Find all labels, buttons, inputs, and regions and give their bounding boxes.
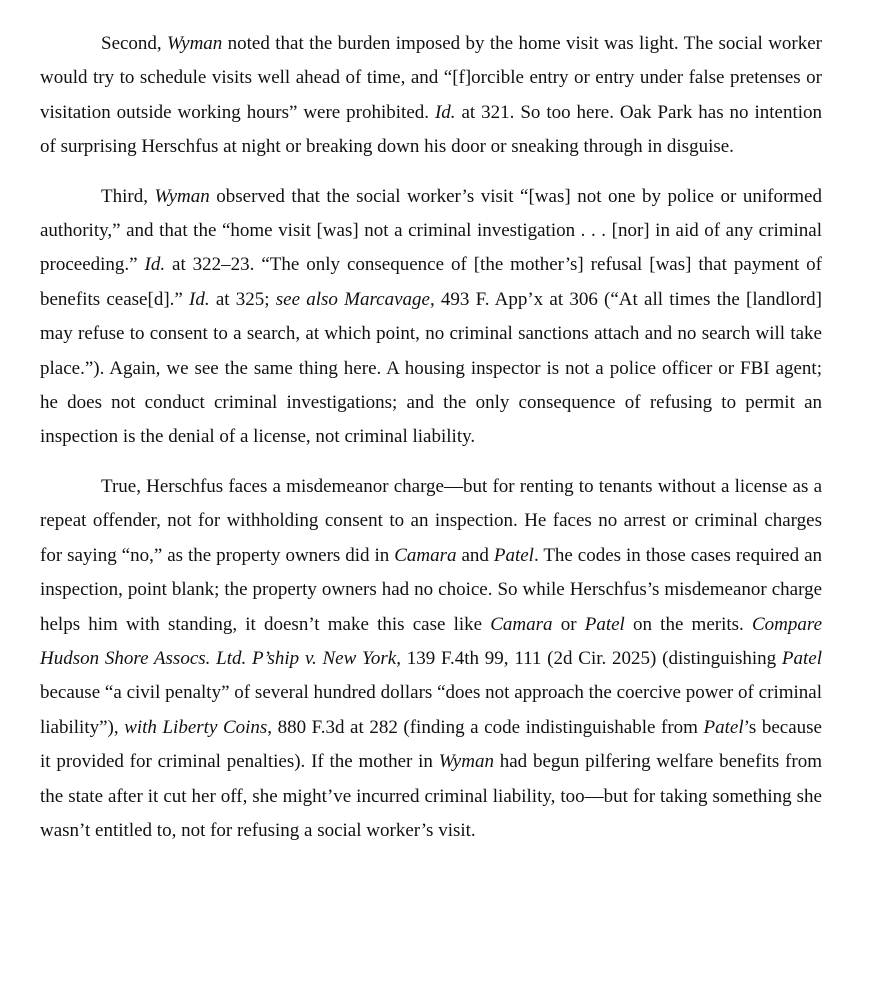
body-text: , 880 F.3d at 282 (finding a code indistinguishable from: [267, 716, 704, 738]
body-text: or: [552, 613, 585, 635]
paragraph-misdemeanor-charge: [40, 470, 822, 848]
italic-citation-text: Compare Hudson Shore Assocs. Ltd. P’ship v. New York: [40, 613, 823, 669]
body-text: observed that the social worker’s visit “[was] not one by police or uniformed authority,” and that the “home visit [was] not a criminal investigation . . . [nor] in aid of any criminal proceeding.”: [40, 185, 822, 276]
italic-citation-text: Id.: [144, 254, 166, 276]
italic-citation-text: Wyman: [154, 185, 210, 207]
body-text: at 325;: [209, 288, 276, 310]
italic-citation-text: with Liberty Coins: [124, 716, 268, 738]
body-text: on the merits.: [624, 613, 752, 635]
italic-citation-text: see also Marcavage: [275, 288, 430, 310]
body-text: . The codes in those cases required an inspection, point blank; the property owners had no choice. So while Herschfus’s misdemeanor charge helps him with standing, it doesn’t make this case like: [40, 544, 822, 635]
italic-citation-text: Id.: [189, 288, 210, 310]
body-text: True, Herschfus faces a misdemeanor charge—but for renting to tenants without a license as a repeat offender, not for withholding consent to an inspection. He faces no arrest or criminal charges for saying “no,” as the property owners did in: [40, 475, 822, 566]
italic-citation-text: Camara: [394, 544, 457, 566]
body-text: , 139 F.4th 99, 111 (2d Cir. 2025) (distinguishing: [396, 647, 782, 669]
body-text: because “a civil penalty” of several hundred dollars “does not approach the coercive power of criminal liability”),: [40, 682, 822, 738]
body-text: , 493 F. App’x at 306 (“At all times the [landlord] may refuse to consent to a search, at which point, no criminal sanctions attach and no search will take place.”). Again, we see the same thing here. A housing inspector is not a police officer or FBI agent; he does not conduct criminal investigations; and the only consequence of refusing to permit an inspection is the denial of a license, not criminal liability.: [40, 288, 823, 448]
body-text: Third,: [101, 185, 155, 207]
body-text: had begun pilfering welfare benefits from the state after it cut her off, she might’ve incurred criminal liability, too—but for taking something she wasn’t entitled to, not for refusing a social worker’s visit.: [40, 751, 822, 841]
body-text: at 321. So too here. Oak Park has no intention of surprising Herschfus at night or breaking down his door or sneaking through in disguise.: [40, 101, 823, 158]
italic-citation-text: Patel: [584, 613, 625, 635]
body-text: ’s because it provided for criminal penalties). If the mother in: [40, 716, 822, 773]
document-page: [40, 27, 822, 848]
italic-citation-text: Patel: [493, 544, 534, 566]
paragraph-wyman-authority: [40, 180, 822, 455]
body-text: at 322–23. “The only consequence of [the mother’s] refusal [was] that payment of benefits cease[d].”: [40, 254, 822, 310]
body-text: noted that the burden imposed by the home visit was light. The social worker would try to schedule visits well ahead of time, and “[f]orcible entry or entry under false pretenses or visitation outside working hours” were prohibited.: [40, 33, 822, 123]
paragraph-wyman-burden: [40, 27, 822, 165]
body-text: Second,: [101, 33, 168, 54]
body-text: and: [456, 544, 494, 566]
italic-citation-text: Wyman: [167, 33, 223, 54]
italic-citation-text: Camara: [490, 613, 553, 635]
italic-citation-text: Id.: [434, 101, 456, 123]
italic-citation-text: Patel: [781, 647, 822, 669]
italic-citation-text: Patel: [703, 716, 744, 738]
italic-citation-text: Wyman: [438, 751, 494, 773]
